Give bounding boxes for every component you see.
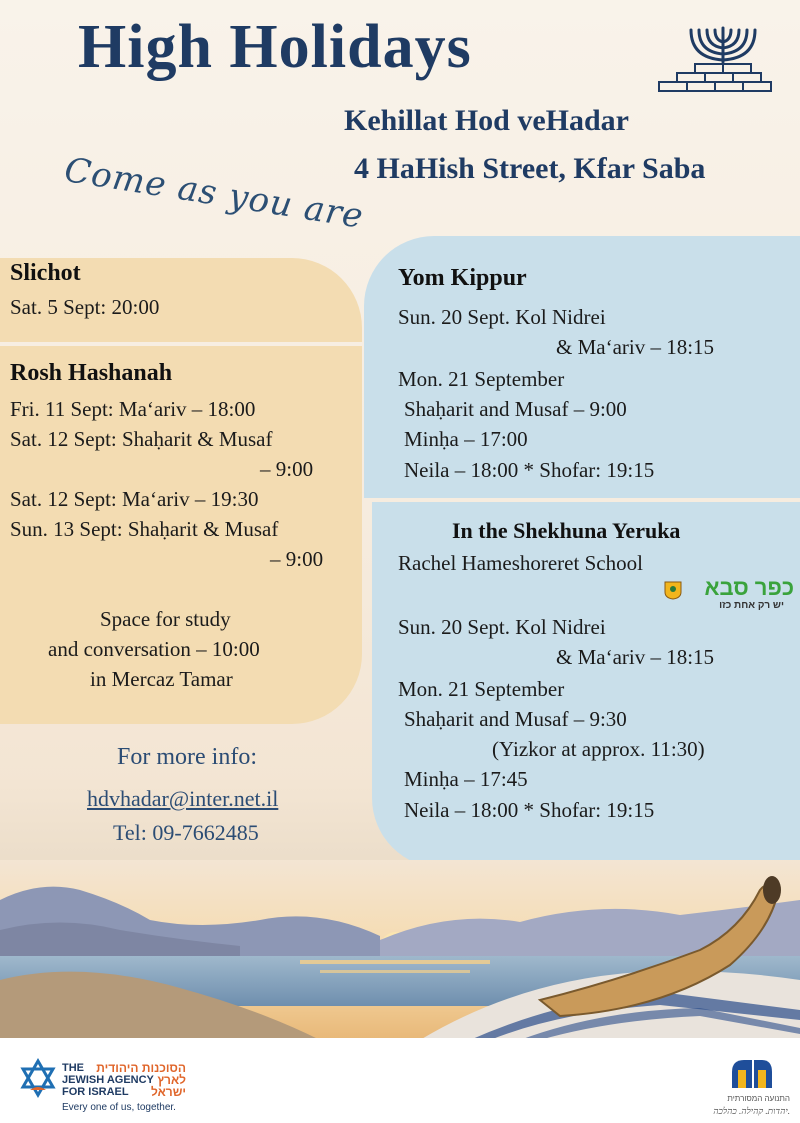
kfar-saba-wordmark: כפר סבא — [704, 575, 794, 600]
school-name: Rachel Hameshoreret School — [398, 551, 643, 575]
shek-line: Mon. 21 September — [398, 677, 565, 701]
phone-number: Tel: 09-7662485 — [113, 820, 259, 845]
jewish-agency-hebrew-3: ישראל — [150, 1085, 186, 1099]
kfar-saba-slogan: יש רק אחת כזו — [719, 600, 784, 611]
yk-line: Neila – 18:00 * Shofar: 19:15 — [404, 458, 655, 482]
yk-line: Shaḥarit and Musaf – 9:00 — [404, 397, 627, 421]
slichot-time: Sat. 5 Sept: 20:00 — [10, 295, 160, 319]
tagline: Come as you are — [61, 150, 367, 237]
jewish-agency-hebrew-1: הסוכנות היהודית — [96, 1061, 186, 1075]
rosh-line: – 9:00 — [260, 457, 314, 481]
menorah-icon — [655, 22, 775, 94]
yk-line: Sun. 20 Sept. Kol Nidrei — [398, 305, 606, 329]
yk-line: & Ma‘ariv – 18:15 — [556, 335, 715, 359]
study-line: in Mercaz Tamar — [90, 667, 233, 691]
jewish-agency-tagline: Every one of us, together. — [62, 1102, 176, 1113]
info-heading: For more info: — [117, 744, 257, 770]
masorti-tagline: יהדות. קהילה. כהלכה. — [713, 1106, 790, 1116]
jewish-agency-line-2: JEWISH AGENCY — [62, 1074, 154, 1086]
page-title: High Holidays — [78, 13, 472, 81]
address: 4 HaHish Street, Kfar Saba — [354, 152, 706, 185]
yk-line: Minḥa – 17:00 — [404, 427, 528, 451]
study-line: Space for study — [100, 607, 231, 631]
masorti-name: התנועה המסורתית — [727, 1094, 790, 1103]
rosh-line: – 9:00 — [270, 547, 324, 571]
shekhuna-heading: In the Shekhuna Yeruka — [452, 518, 681, 543]
yom-kippur-heading: Yom Kippur — [398, 265, 527, 291]
shek-line: (Yizkor at approx. 11:30) — [492, 737, 705, 761]
shek-line: Minḥa – 17:45 — [404, 767, 528, 791]
study-line: and conversation – 10:00 — [48, 637, 260, 661]
kfar-saba-logo — [662, 576, 796, 612]
email-link[interactable]: hdvhadar@inter.net.il — [87, 786, 279, 811]
shek-line: & Ma‘ariv – 18:15 — [556, 645, 715, 669]
star-of-david-icon — [18, 1058, 58, 1098]
rosh-line: Fri. 11 Sept: Ma‘ariv – 18:00 — [10, 397, 256, 421]
masorti-logo-icon — [728, 1054, 776, 1092]
jewish-agency-line-3: FOR ISRAEL — [62, 1086, 129, 1098]
jewish-agency-line-1: THE — [62, 1062, 84, 1074]
yk-line: Mon. 21 September — [398, 367, 565, 391]
congregation-name: Kehillat Hod veHadar — [344, 104, 629, 137]
rosh-line: Sun. 13 Sept: Shaḥarit & Musaf — [10, 517, 279, 541]
landscape-illustration — [0, 860, 800, 1040]
jewish-agency-hebrew-2: לארץ — [157, 1073, 186, 1087]
rosh-hashanah-heading: Rosh Hashanah — [10, 360, 173, 386]
rosh-line: Sat. 12 Sept: Shaḥarit & Musaf — [10, 427, 273, 451]
shek-line: Neila – 18:00 * Shofar: 19:15 — [404, 798, 655, 822]
shek-line: Shaḥarit and Musaf – 9:30 — [404, 707, 627, 731]
rosh-line: Sat. 12 Sept: Ma‘ariv – 19:30 — [10, 487, 259, 511]
shek-line: Sun. 20 Sept. Kol Nidrei — [398, 615, 606, 639]
slichot-heading: Slichot — [10, 260, 81, 286]
kfar-saba-emblem-icon — [664, 580, 682, 600]
